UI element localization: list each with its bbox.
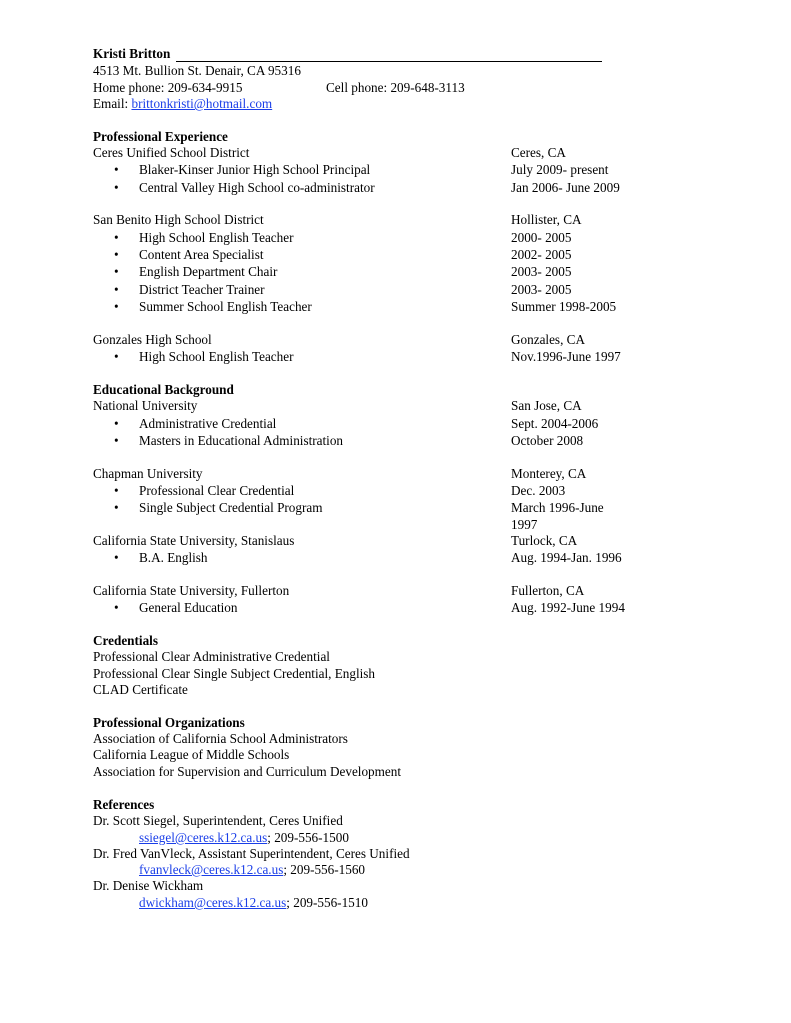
role-label: High School English Teacher [139, 349, 294, 364]
home-phone: Home phone: 209-634-9915 [93, 80, 243, 95]
program-label: General Education [139, 600, 238, 615]
bullet-icon: • [114, 433, 119, 448]
reference-phone: ; 209-556-1560 [283, 862, 366, 877]
role-label: Central Valley High School co-administrator [139, 180, 375, 195]
address: 4513 Mt. Bullion St. Denair, CA 95316 [93, 63, 301, 78]
school-location: Fullerton, CA [511, 583, 585, 598]
section-heading-experience: Professional Experience [93, 129, 228, 144]
reference-contact [139, 861, 365, 878]
org-location: Gonzales, CA [511, 332, 585, 347]
role-date: 2002- 2005 [511, 247, 572, 262]
organization-item: Association of California School Administrators [93, 731, 348, 746]
email-link[interactable]: brittonkristi@hotmail.com [131, 96, 273, 111]
reference-email-link[interactable]: dwickham@ceres.k12.ca.us [139, 895, 287, 910]
email-line [93, 95, 272, 112]
reference-name: Dr. Fred VanVleck, Assistant Superintendent, Ceres Unified [93, 846, 410, 861]
role-label: Content Area Specialist [139, 247, 264, 262]
program-date: Sept. 2004-2006 [511, 416, 599, 431]
section-heading-credentials: Credentials [93, 633, 158, 648]
credential-item: CLAD Certificate [93, 682, 188, 697]
email-label: Email: [93, 96, 129, 111]
reference-name: Dr. Denise Wickham [93, 878, 204, 893]
program-label: Professional Clear Credential [139, 483, 295, 498]
reference-phone: ; 209-556-1510 [286, 895, 368, 910]
section-heading-organizations: Professional Organizations [93, 715, 245, 730]
role-date: 2003- 2005 [511, 282, 572, 297]
bullet-icon: • [114, 349, 119, 364]
program-date: Aug. 1992-June 1994 [511, 600, 625, 615]
org-name: San Benito High School District [93, 212, 264, 227]
org-name: Ceres Unified School District [93, 145, 250, 160]
org-location: Hollister, CA [511, 212, 582, 227]
role-label: High School English Teacher [139, 230, 294, 245]
role-label: Blaker-Kinser Junior High School Principal [139, 162, 371, 177]
reference-contact [139, 829, 349, 846]
bullet-icon: • [114, 282, 119, 297]
reference-contact [139, 894, 368, 911]
bullet-icon: • [114, 230, 119, 245]
bullet-icon: • [114, 416, 119, 431]
role-date: July 2009- present [511, 162, 609, 177]
bullet-icon: • [114, 264, 119, 279]
program-date: Dec. 2003 [511, 483, 566, 498]
role-date: 2003- 2005 [511, 264, 572, 279]
program-label: Masters in Educational Administration [139, 433, 344, 448]
reference-phone: ; 209-556-1500 [267, 830, 349, 845]
program-label: B.A. English [139, 550, 208, 565]
reference-email-link[interactable]: ssiegel@ceres.k12.ca.us [139, 830, 268, 845]
credential-item: Professional Clear Single Subject Credential, English [93, 666, 376, 681]
program-label: Single Subject Credential Program [139, 500, 323, 515]
section-heading-education: Educational Background [93, 382, 234, 397]
organization-item: Association for Supervision and Curriculum Development [93, 764, 402, 779]
organization-item: California League of Middle Schools [93, 747, 290, 762]
role-date: Nov.1996-June 1997 [511, 349, 621, 364]
reference-email-link[interactable]: fvanvleck@ceres.k12.ca.us [139, 862, 284, 877]
reference-name: Dr. Scott Siegel, Superintendent, Ceres Unified [93, 813, 343, 828]
bullet-icon: • [114, 600, 119, 615]
role-date: Summer 1998-2005 [511, 299, 617, 314]
role-label: Summer School English Teacher [139, 299, 312, 314]
program-date-continued: 1997 [511, 517, 538, 532]
bullet-icon: • [114, 299, 119, 314]
bullet-icon: • [114, 500, 119, 515]
bullet-icon: • [114, 162, 119, 177]
school-name: California State University, Stanislaus [93, 533, 295, 548]
role-label: District Teacher Trainer [139, 282, 265, 297]
bullet-icon: • [114, 180, 119, 195]
program-date: Aug. 1994-Jan. 1996 [511, 550, 622, 565]
school-name: California State University, Fullerton [93, 583, 290, 598]
role-label: English Department Chair [139, 264, 278, 279]
school-location: Turlock, CA [511, 533, 578, 548]
program-date: March 1996-June [511, 500, 604, 515]
school-name: Chapman University [93, 466, 203, 481]
cell-phone: Cell phone: 209-648-3113 [326, 80, 465, 95]
role-date: 2000- 2005 [511, 230, 572, 245]
section-heading-references: References [93, 797, 155, 812]
bullet-icon: • [114, 483, 119, 498]
org-location: Ceres, CA [511, 145, 566, 160]
school-location: San Jose, CA [511, 398, 582, 413]
school-location: Monterey, CA [511, 466, 587, 481]
school-name: National University [93, 398, 198, 413]
program-label: Administrative Credential [139, 416, 277, 431]
bullet-icon: • [114, 550, 119, 565]
program-date: October 2008 [511, 433, 584, 448]
role-date: Jan 2006- June 2009 [511, 180, 620, 195]
candidate-name: Kristi Britton [93, 46, 171, 61]
credential-item: Professional Clear Administrative Credential [93, 649, 330, 664]
org-name: Gonzales High School [93, 332, 212, 347]
bullet-icon: • [114, 247, 119, 262]
